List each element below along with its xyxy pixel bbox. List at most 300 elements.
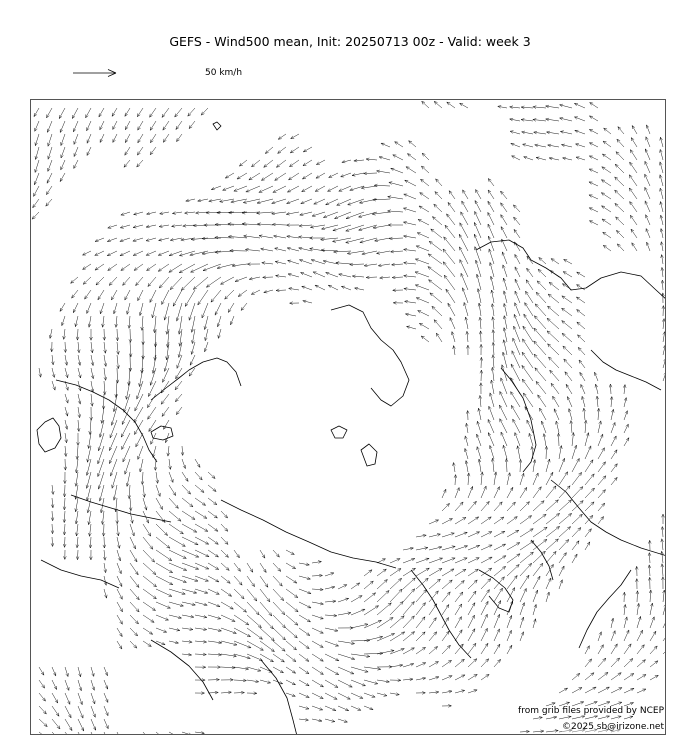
wind-arrow: [74, 134, 78, 144]
wind-arrow: [507, 615, 512, 628]
wind-arrow: [534, 316, 546, 329]
wind-arrow: [377, 569, 386, 576]
wind-arrow: [312, 719, 322, 722]
wind-arrow: [182, 524, 197, 532]
wind-arrow: [261, 173, 273, 180]
wind-arrow: [234, 563, 241, 571]
wind-arrow: [617, 244, 624, 251]
wind-arrow: [133, 225, 143, 228]
wind-arrow: [663, 345, 666, 355]
wind-arrow: [465, 436, 468, 446]
wind-arrow: [195, 550, 209, 557]
wind-arrow: [65, 680, 69, 691]
wind-arrow: [300, 212, 312, 216]
wind-arrow: [63, 498, 66, 510]
wind-arrow: [123, 277, 130, 285]
wind-arrow: [560, 117, 572, 121]
wind-arrow: [302, 286, 312, 290]
wind-arrow: [202, 303, 208, 318]
wind-arrow: [560, 131, 572, 134]
wind-arrow: [299, 602, 311, 608]
wind-arrow: [661, 280, 664, 290]
wind-arrow: [523, 144, 534, 147]
wind-arrow: [303, 300, 312, 303]
wind-arrow: [299, 224, 312, 227]
wind-arrow: [290, 147, 299, 153]
wind-arrow: [129, 498, 132, 511]
wind-arrow: [455, 690, 465, 693]
wind-arrow: [299, 589, 311, 594]
wind-arrow: [260, 680, 271, 683]
wind-arrow: [77, 420, 80, 432]
wind-arrow: [169, 264, 182, 272]
wind-arrow: [221, 691, 232, 694]
wind-arrow: [221, 628, 236, 634]
wind-arrow: [549, 357, 560, 368]
wind-arrow: [138, 446, 143, 459]
wind-arrow: [598, 490, 606, 498]
wind-arrow: [572, 554, 577, 563]
wind-arrow: [428, 267, 442, 277]
wind-arrow: [419, 323, 429, 329]
wind-arrow: [388, 224, 403, 227]
wind-arrow: [52, 355, 55, 365]
wind-arrow: [574, 117, 585, 121]
wind-arrow: [91, 680, 95, 690]
wind-arrow: [64, 472, 67, 484]
wind-arrow: [554, 409, 559, 420]
wind-arrow: [104, 368, 107, 380]
wind-arrow: [488, 212, 494, 225]
wind-arrow: [339, 274, 351, 278]
wind-arrow: [189, 303, 195, 320]
wind-arrow: [523, 326, 533, 342]
wind-arrow: [533, 563, 543, 576]
wind-arrow: [221, 666, 235, 669]
wind-arrow: [206, 277, 221, 287]
wind-arrow: [347, 251, 364, 255]
wind-arrow: [87, 446, 91, 462]
wind-arrow: [341, 173, 351, 177]
wind-arrow: [198, 290, 208, 305]
wind-arrow: [112, 108, 117, 116]
wind-arrow: [403, 663, 414, 667]
wind-arrow: [598, 687, 609, 693]
wind-arrow: [503, 445, 507, 459]
wind-arrow: [221, 537, 228, 544]
wind-arrow: [130, 589, 139, 600]
wind-arrow: [117, 628, 122, 637]
wind-arrow: [286, 550, 294, 555]
wind-arrow: [589, 182, 598, 186]
wind-arrow: [143, 485, 146, 497]
wind-arrow: [276, 160, 286, 167]
wind-arrow: [228, 303, 234, 312]
wind-arrow: [316, 173, 325, 178]
wind-arrow: [660, 175, 664, 186]
wind-arrow: [260, 563, 266, 573]
wind-arrow: [325, 628, 338, 632]
wind-arrow: [663, 633, 666, 641]
wind-arrow: [559, 540, 569, 551]
wind-arrow: [615, 177, 624, 186]
wind-arrow: [338, 706, 349, 711]
wind-arrow: [551, 383, 559, 394]
wind-arrow: [538, 395, 546, 407]
wind-arrow: [276, 289, 286, 292]
wind-arrow: [512, 156, 520, 160]
wind-arrow: [395, 142, 403, 147]
wind-arrow: [546, 592, 550, 602]
wind-arrow: [405, 300, 417, 303]
wind-arrow: [299, 654, 309, 661]
wind-arrow: [442, 705, 452, 708]
wind-arrow: [182, 615, 194, 618]
wind-arrow: [182, 563, 199, 569]
wind-arrow: [468, 643, 476, 654]
wind-arrow: [601, 193, 611, 199]
wind-arrow: [90, 329, 93, 340]
wind-arrow: [91, 355, 94, 366]
wind-arrow: [64, 459, 67, 470]
wind-arrow: [286, 615, 298, 625]
wind-arrow: [392, 263, 404, 266]
wind-arrow: [650, 661, 658, 667]
wind-arrow: [537, 281, 546, 290]
wind-arrow: [312, 561, 321, 564]
wind-arrow: [247, 589, 257, 601]
wind-arrow: [130, 537, 136, 549]
wind-arrow: [261, 248, 273, 251]
reference-wind-arrow-icon: [72, 66, 118, 80]
wind-arrow: [443, 262, 455, 277]
wind-arrow: [208, 628, 222, 632]
wind-arrow: [598, 476, 606, 485]
wind-arrow: [589, 143, 598, 147]
wind-arrow: [510, 106, 520, 109]
wind-arrow: [230, 316, 234, 325]
wind-arrow: [63, 537, 66, 547]
wind-arrow: [252, 160, 261, 167]
wind-arrow: [541, 421, 546, 433]
wind-arrow: [390, 578, 402, 589]
wind-arrow: [286, 641, 297, 650]
wind-arrow: [585, 488, 595, 498]
wind-arrow: [136, 433, 143, 447]
wind-arrow: [511, 364, 520, 381]
wind-arrow: [616, 217, 624, 225]
wind-arrow: [169, 641, 179, 644]
wind-arrow: [442, 676, 452, 680]
coastline-scandinavia: [151, 358, 241, 400]
wind-arrow: [48, 147, 52, 159]
wind-arrow: [629, 175, 637, 186]
wind-arrow: [488, 433, 494, 446]
wind-arrow: [429, 662, 439, 668]
wind-arrow: [589, 169, 598, 173]
wind-arrow: [325, 573, 334, 576]
wind-arrow: [275, 173, 286, 180]
wind-arrow: [663, 618, 666, 628]
wind-arrow: [260, 602, 272, 616]
wind-arrow: [208, 589, 219, 594]
wind-arrow: [481, 486, 486, 498]
wind-arrow: [150, 290, 156, 302]
wind-arrow: [432, 306, 442, 316]
wind-arrow: [251, 290, 260, 294]
wind-arrow: [234, 615, 249, 625]
wind-arrow: [491, 367, 494, 381]
wind-arrow: [372, 212, 390, 215]
wind-arrow: [624, 659, 633, 668]
wind-arrow: [610, 397, 613, 408]
wind-arrow: [390, 679, 401, 682]
wind-arrow: [195, 459, 200, 467]
wind-arrow: [476, 434, 481, 446]
wind-arrow: [649, 590, 652, 602]
wind-arrow: [646, 229, 650, 239]
wind-arrow: [275, 248, 286, 251]
wind-arrow: [480, 370, 483, 381]
wind-arrow: [572, 528, 581, 538]
wind-arrow: [616, 230, 624, 238]
wind-arrow: [46, 186, 52, 195]
wind-arrow: [90, 407, 93, 420]
wind-arrow: [494, 502, 502, 511]
wind-arrow: [59, 108, 65, 119]
wind-arrow: [286, 224, 299, 227]
wind-arrow: [564, 359, 572, 368]
wind-arrow: [208, 472, 215, 479]
wind-arrow: [89, 524, 92, 536]
wind-arrow: [117, 641, 122, 649]
wind-arrow: [498, 106, 507, 109]
wind-arrow: [158, 264, 169, 271]
wind-arrow: [169, 615, 182, 619]
wind-arrow: [416, 617, 425, 628]
wind-arrow: [404, 194, 416, 199]
wind-arrow: [533, 619, 536, 628]
wind-arrow: [169, 563, 187, 571]
wind-arrow: [247, 654, 263, 661]
wind-arrow: [130, 576, 139, 588]
wind-arrow: [247, 576, 255, 587]
wind-arrow: [182, 459, 186, 469]
wind-arrow: [520, 588, 526, 602]
wind-arrow: [265, 147, 273, 154]
wind-arrow: [491, 304, 494, 316]
wind-arrow: [602, 154, 611, 160]
wind-arrow: [429, 618, 436, 628]
wind-arrow: [116, 368, 119, 383]
wind-arrow: [91, 719, 96, 730]
wind-arrow: [403, 568, 416, 576]
wind-arrow: [272, 199, 286, 204]
wind-arrow: [76, 446, 79, 459]
wind-arrow: [182, 732, 192, 735]
wind-arrow: [585, 460, 593, 472]
wind-arrow: [624, 398, 627, 408]
wind-arrow: [100, 303, 104, 314]
wind-arrow: [348, 199, 364, 205]
wind-arrow: [208, 602, 220, 607]
wind-arrow: [511, 405, 520, 420]
data-source-credit: from grib files provided by NCEP: [518, 706, 664, 716]
wind-arrow: [585, 673, 594, 680]
wind-arrow: [170, 277, 182, 290]
wind-arrow: [109, 277, 117, 285]
wind-arrow: [244, 235, 260, 238]
wind-arrow: [603, 141, 611, 147]
wind-arrow: [259, 186, 273, 192]
wind-arrow: [182, 628, 193, 631]
wind-arrow: [208, 641, 222, 644]
wind-arrow: [603, 245, 611, 251]
wind-arrow: [195, 666, 206, 669]
wind-arrow: [442, 503, 450, 511]
wind-arrow: [661, 564, 664, 576]
wind-arrow: [246, 186, 260, 192]
wind-arrow: [455, 532, 467, 537]
wind-arrow: [562, 284, 572, 290]
wind-arrow: [504, 303, 508, 316]
wind-arrow: [403, 208, 416, 212]
wind-arrow: [182, 589, 197, 594]
wind-arrow: [72, 290, 78, 298]
wind-arrow: [647, 242, 651, 251]
wind-arrow: [660, 188, 663, 199]
wind-arrow: [455, 592, 463, 602]
wind-arrow: [221, 602, 233, 609]
wind-arrow: [611, 644, 617, 654]
wind-arrow: [543, 434, 546, 446]
wind-arrow: [585, 474, 594, 485]
wind-arrow: [431, 229, 442, 238]
wind-arrow: [273, 576, 282, 586]
wind-arrow: [169, 628, 180, 631]
wind-arrow: [490, 276, 494, 290]
wind-arrow: [534, 354, 546, 368]
wind-arrow: [520, 473, 524, 485]
coastline-us-east: [579, 570, 631, 648]
wind-arrow: [138, 121, 143, 130]
wind-arrow: [428, 254, 442, 264]
wind-arrow: [453, 346, 456, 355]
wind-arrow: [549, 157, 559, 160]
wind-arrow: [52, 732, 61, 735]
wind-arrow: [172, 212, 182, 215]
wind-arrow: [468, 486, 473, 498]
wind-arrow: [515, 267, 520, 277]
wind-arrow: [429, 241, 442, 251]
wind-arrow: [567, 397, 572, 407]
wind-arrow: [615, 203, 624, 212]
wind-arrow: [468, 615, 475, 628]
wind-arrow: [117, 615, 122, 624]
wind-arrow: [442, 660, 452, 667]
wind-arrow: [416, 534, 426, 537]
wind-arrow: [390, 602, 403, 616]
wind-arrow: [312, 641, 323, 647]
wind-arrow: [557, 433, 560, 446]
wind-arrow: [75, 472, 78, 486]
wind-arrow: [325, 680, 338, 688]
wind-arrow: [156, 602, 170, 608]
wind-arrow: [156, 498, 163, 510]
wind-arrow: [481, 545, 492, 550]
wind-arrow: [104, 589, 107, 598]
wind-arrow: [513, 205, 520, 212]
wind-arrow: [208, 576, 219, 582]
wind-arrow: [572, 673, 580, 680]
wind-arrow: [459, 234, 468, 251]
wind-arrow: [51, 485, 54, 495]
wind-arrow: [475, 260, 481, 277]
wind-arrow: [429, 691, 439, 694]
wind-arrow: [663, 372, 666, 381]
wind-arrow: [338, 585, 347, 589]
wind-arrow: [611, 464, 617, 472]
wind-arrow: [138, 134, 143, 143]
wind-arrow: [546, 526, 560, 537]
wind-arrow: [205, 329, 208, 341]
wind-arrow: [104, 706, 108, 716]
wind-arrow: [645, 187, 650, 199]
wind-arrow: [501, 378, 507, 394]
wind-arrow: [314, 199, 325, 204]
wind-arrow: [598, 434, 603, 446]
wind-arrow: [572, 514, 582, 524]
wind-arrow: [494, 566, 506, 576]
wind-arrow: [83, 264, 91, 270]
wind-arrow: [241, 303, 247, 310]
wind-arrow: [350, 263, 364, 266]
wind-arrow: [637, 675, 646, 681]
wind-arrow: [494, 517, 504, 524]
wind-arrow: [559, 580, 563, 589]
wind-arrow: [315, 186, 325, 191]
wind-arrow: [364, 264, 377, 267]
wind-arrow: [221, 589, 232, 596]
wind-arrow: [429, 647, 438, 655]
wind-arrow: [263, 276, 273, 279]
wind-arrow: [117, 550, 121, 561]
wind-arrow: [507, 517, 517, 524]
wind-arrow: [584, 420, 587, 433]
coastline-canada-south: [551, 480, 666, 556]
wind-arrow: [52, 667, 56, 676]
wind-arrow: [477, 289, 481, 303]
wind-arrow: [448, 303, 455, 316]
wind-arrow: [416, 558, 429, 563]
wind-arrow: [598, 462, 606, 472]
wind-arrow: [589, 156, 598, 160]
wind-arrow: [87, 303, 91, 314]
wind-arrow: [635, 566, 638, 576]
wind-arrow: [286, 563, 296, 569]
wind-arrow: [182, 653, 192, 656]
wind-arrow: [120, 238, 130, 242]
wind-arrow: [86, 459, 91, 476]
wind-arrow: [417, 233, 429, 238]
wind-arrow: [299, 706, 309, 709]
wind-arrow: [338, 719, 347, 722]
wind-arrow: [221, 576, 230, 583]
wind-arrow: [661, 551, 664, 563]
wind-arrow: [406, 167, 416, 173]
wind-arrow: [447, 214, 456, 225]
wind-arrow: [594, 372, 598, 381]
